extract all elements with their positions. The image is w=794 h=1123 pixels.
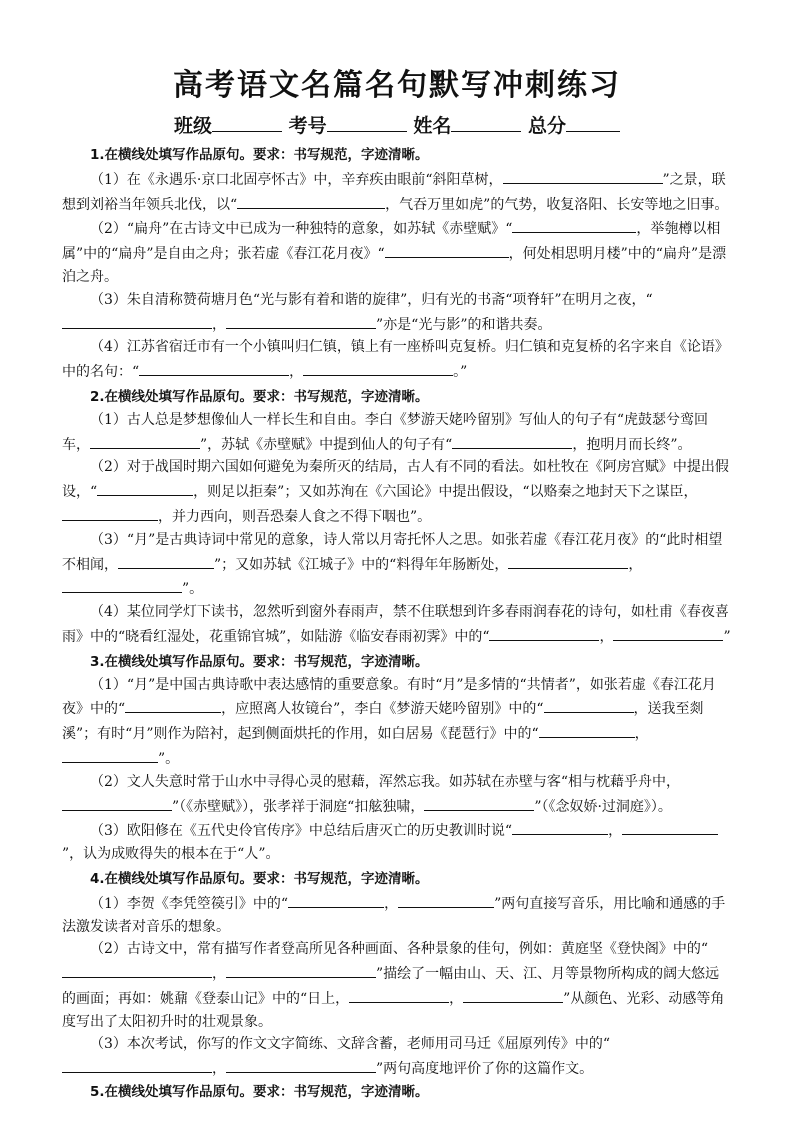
question-text: ，: [212, 1061, 226, 1078]
question-text: ，: [289, 364, 304, 381]
answer-blank[interactable]: [62, 961, 212, 978]
question-text: （3）本次考试，你写的作文文字简练、文辞含蓄，老师用司马迁《屈原列传》中的“: [90, 1036, 611, 1053]
question-text: ”。: [182, 581, 204, 598]
section-heading: 2.在横线处填写作品原句。要求：书写规范，字迹清晰。: [90, 388, 429, 405]
question-text: ”亦是“光与影”的和谐共奏。: [376, 316, 552, 333]
question-text: （1）李贺《李凭箜篌引》中的“: [90, 895, 289, 912]
question-item: [62, 771, 732, 819]
section-heading: 5.在横线处填写作品原句。要求：书写规范，字迹清晰。: [90, 1084, 429, 1101]
answer-blank[interactable]: [503, 167, 663, 184]
question-item: [62, 336, 732, 384]
question-item: [62, 818, 732, 866]
question-text: ，举匏樽以相属”中的“扁舟”是自由之舟；张若虚《春江花月夜》“: [62, 221, 721, 263]
question-text: ，抱明月而长终”。: [572, 436, 692, 453]
question-text: ”。: [158, 750, 180, 767]
question-item: [62, 601, 732, 649]
answer-blank[interactable]: [508, 552, 628, 569]
question-text: （2）“扁舟”在古诗文中已成为一种独特的意象，如苏轼《赤壁赋》: [90, 221, 506, 238]
page-title: 高考语文名篇名句默写冲刺练习: [173, 68, 621, 103]
question-item: [62, 674, 732, 771]
question-text: ”；又如苏轼《江城子》中的“料得年年肠断处，: [214, 556, 509, 573]
question-text: ，送我至剡溪”；有时“月”则作为陪衬，起到侧面烘托的作用，如白居易《琵琶行》中的“: [62, 701, 704, 743]
question-item: [62, 938, 732, 1033]
question-text: ，何处相思明月楼”中的“扁舟”是漂泊之舟。: [62, 246, 727, 285]
answer-blank[interactable]: [139, 359, 289, 376]
answer-blank[interactable]: [62, 1056, 212, 1073]
question-item: [62, 216, 732, 288]
answer-blank[interactable]: [226, 1056, 376, 1073]
question-text: ”（《念奴娇·过洞庭》）。: [534, 798, 672, 815]
answer-blank[interactable]: [489, 624, 599, 641]
exam-no-field[interactable]: [327, 112, 407, 132]
answer-blank[interactable]: [237, 192, 385, 209]
answer-blank[interactable]: [512, 216, 636, 233]
question-text: （4）江苏省宿迁市有一个小镇叫归仁镇，镇上有一座桥叫克复桥。归仁镇和克复桥的名字来自《论语》中的名句：“: [62, 339, 729, 381]
question-text: ，气吞万里如虎”的气势，收复洛阳、长安等地之旧事。: [385, 196, 729, 213]
question-text: ，: [599, 628, 614, 645]
question-item: [62, 409, 732, 457]
answer-blank[interactable]: [452, 432, 572, 449]
question-text: ，: [628, 556, 643, 573]
question-text: ”，认为成败得失的根本在于“人”。: [62, 846, 280, 863]
answer-blank[interactable]: [62, 504, 158, 521]
section-heading: 4.在横线处填写作品原句。要求：书写规范，字迹清晰。: [90, 870, 429, 887]
score-field[interactable]: [566, 112, 620, 132]
answer-blank[interactable]: [125, 696, 221, 713]
question-text: （3）欧阳修在《五代史伶官传序》中总结后唐灭亡的历史教训时说“: [90, 823, 513, 840]
answer-blank[interactable]: [613, 624, 723, 641]
answer-blank[interactable]: [303, 359, 453, 376]
question-text: （2）对于战国时期六国如何避免为秦所灭的结局，古人有不同的看法。如杜牧在《阿房宫赋》中提出假设，“: [62, 459, 729, 501]
answer-blank[interactable]: [349, 986, 449, 1003]
answer-blank[interactable]: [398, 891, 494, 908]
question-item: [62, 891, 732, 939]
question-text: （1）“月”是中国古典诗歌中表达感情的重要意象。有时“月”是多情的“共情者”，如张若虚《春江花月夜》中的“: [62, 676, 716, 718]
answer-blank[interactable]: [622, 818, 718, 835]
answer-blank[interactable]: [424, 794, 534, 811]
name-field[interactable]: [451, 112, 521, 132]
question-text: （1）古人总是梦想像仙人一样长生和自由。李白《梦游天姥吟留别》写仙人的句子有“虎鼓瑟兮鸾回车，: [62, 411, 709, 453]
answer-blank[interactable]: [226, 312, 376, 329]
answer-blank[interactable]: [62, 312, 212, 329]
question-text: ，: [212, 316, 226, 333]
student-info-row: [0, 111, 794, 138]
question-item: [62, 167, 732, 217]
question-text: （1）在《永遇乐·京口北固亭怀古》中，辛弃疾由眼前“斜阳草树，: [90, 171, 503, 188]
answer-blank[interactable]: [385, 241, 509, 258]
name-label: 姓名: [413, 115, 452, 137]
question-text: ”从颜色、光彩、动感等角度写出了太阳初升时的壮观景象。: [62, 990, 725, 1030]
question-text: （2）古诗文中，常有描写作者登高所见各种画面、各种景象的佳句，例如：黄庭坚《登快阁》中的“: [90, 941, 709, 958]
question-text: （3）“月”是古典诗词中常见的意象，诗人常以月寄托怀人之思。如张若虚《春江花月夜》的“此时相望不相闻，: [62, 531, 723, 573]
question-text: “: [505, 221, 513, 238]
answer-blank[interactable]: [226, 961, 376, 978]
question-item: [62, 1033, 732, 1081]
question-text: ”之景，联想到刘裕当年领兵北伐，以“: [62, 171, 726, 213]
question-text: ”: [723, 628, 731, 645]
question-item: [62, 529, 732, 601]
question-item: [62, 289, 732, 337]
question-text: ，: [212, 966, 226, 983]
question-text: ，应照离人妆镜台”，李白《梦游天姥吟留别》中的“: [221, 701, 544, 718]
answer-blank[interactable]: [118, 552, 214, 569]
question-text: 。”: [453, 364, 468, 381]
question-text: ，: [608, 823, 623, 840]
question-text: ”，苏轼《赤壁赋》中提到仙人的句子有“: [200, 436, 453, 453]
answer-blank[interactable]: [62, 746, 158, 763]
answer-blank[interactable]: [463, 986, 563, 1003]
class-field[interactable]: [212, 112, 282, 132]
question-text: ，则足以拒秦”；又如苏洵在《六国论》中提出假设，“以赂秦之地封天下之谋臣，: [193, 484, 698, 501]
exercise-content: [62, 144, 732, 1104]
class-label: 班级: [174, 115, 213, 137]
score-label: 总分: [527, 115, 566, 137]
question-text: ，: [449, 990, 464, 1007]
question-text: ”两句高度地评价了你的这篇作文。: [376, 1061, 594, 1078]
question-text: ，: [384, 895, 399, 912]
answer-blank[interactable]: [62, 794, 172, 811]
answer-blank[interactable]: [512, 818, 608, 835]
answer-blank[interactable]: [62, 576, 182, 593]
section-heading: 3.在横线处填写作品原句。要求：书写规范，字迹清晰。: [90, 653, 429, 670]
question-text: （3）朱自清称赞荷塘月色“光与影有着和谐的旋律”，归有光的书斋“项脊轩”在明月之夜，“: [90, 291, 653, 308]
exam-no-label: 考号: [288, 115, 327, 137]
answer-blank[interactable]: [539, 721, 635, 738]
answer-blank[interactable]: [288, 891, 384, 908]
section-heading: 1.在横线处填写作品原句。要求：书写规范，字迹清晰。: [90, 147, 429, 163]
question-text: ”描绘了一幅由山、天、江、月等景物所构成的阔大悠远的画面；再如：姚鼐《登泰山记》中的“日上，: [62, 966, 720, 1007]
question-text: （4）某位同学灯下读书，忽然听到窗外春雨声，禁不住联想到许多春雨润春花的诗句，如杜甫《春夜喜雨》中的“晓看红湿处，花重锦官城”，如陆游《临安春雨初霁》中的“: [62, 604, 729, 645]
question-text: ，并力西向，则吾恐秦人食之不得下咽也”。: [158, 508, 432, 525]
question-text: ，: [634, 726, 649, 743]
answer-blank[interactable]: [544, 696, 634, 713]
answer-blank[interactable]: [90, 432, 200, 449]
question-text: ”两句直接写音乐，用比喻和通感的手法激发读者对音乐的想象。: [62, 895, 726, 935]
answer-blank[interactable]: [97, 479, 193, 496]
question-text: ”（《赤壁赋》），张孝祥于洞庭“扣舷独啸，: [172, 798, 425, 815]
question-item: [62, 456, 732, 528]
question-text: （2）文人失意时常于山水中寻得心灵的慰藉，浑然忘我。如苏轼在赤壁与客“相与枕藉乎舟中，: [90, 773, 681, 790]
